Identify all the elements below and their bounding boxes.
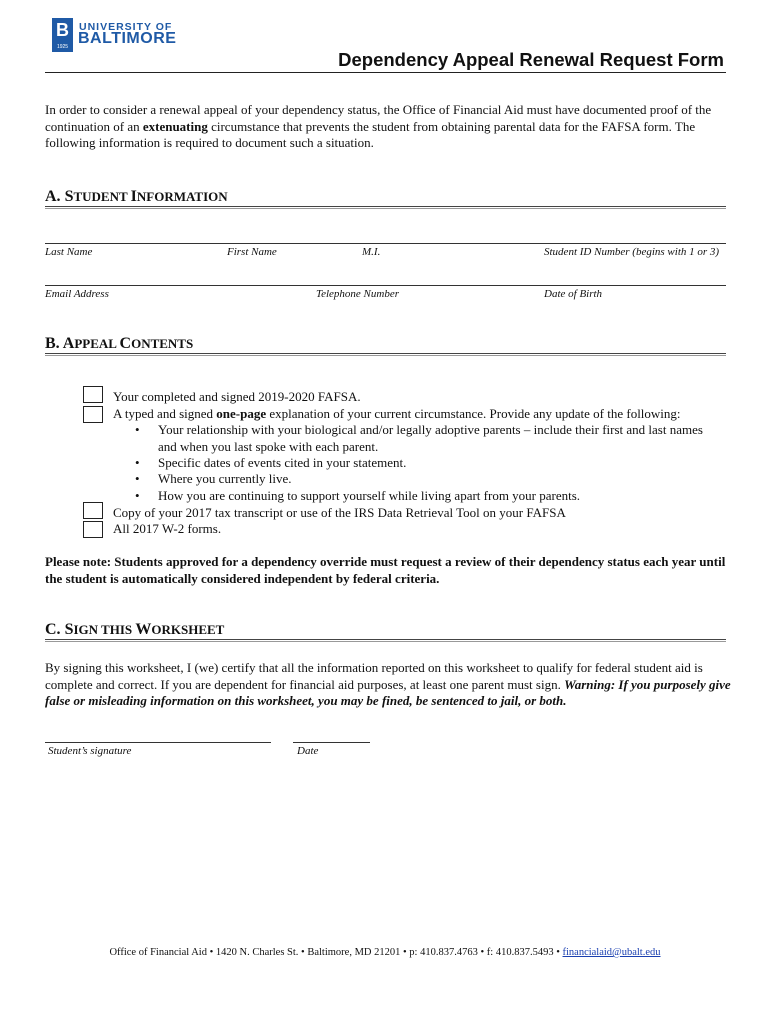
row1-field-line[interactable]	[45, 243, 726, 244]
warning-text: Warning: If you purposely give false or misleading information on this worksheet, you may be fined, be sentenced to jail, or both.	[45, 676, 731, 708]
page-title: Dependency Appeal Renewal Request Form	[338, 49, 724, 70]
section-c-heading	[45, 621, 224, 639]
bullet-dot: •	[135, 471, 140, 486]
section-a-heading	[45, 188, 228, 206]
date-label: Date	[297, 745, 319, 757]
section-c-letter: C.	[45, 621, 65, 638]
logo-year: 1925	[56, 44, 69, 50]
intro-bold: extenuating	[142, 118, 208, 134]
bullet-dot: •	[135, 488, 140, 503]
certify-text: By signing this worksheet, I (we) certify that all the information reported on this worksheet to qualify for federal student aid is complete and correct. If you are dependent for financial aid purposes, at least one parent must sign.	[45, 660, 703, 692]
section-a-rule	[45, 206, 726, 209]
item-explanation-b: explanation of your current circumstance. Provide any update of the following:	[266, 406, 681, 421]
section-b-rest2: ONTENTS	[131, 336, 194, 351]
footer-text: Office of Financial Aid • 1420 N. Charles St. • Baltimore, MD 21201 • p: 410.837.4763 • f: 410.837.5493 •	[109, 947, 563, 958]
please-note: Please note: Students approved for a dependency override must request a review of their dependency status each year until the student is automatically considered independent by federal criteria.	[45, 554, 726, 586]
section-b-heading	[45, 335, 193, 353]
signature-line[interactable]	[45, 742, 271, 743]
section-c-rest2: ORKSHEET	[151, 622, 225, 637]
date-line[interactable]	[293, 742, 370, 743]
fafsa-checkbox[interactable]	[83, 386, 103, 403]
section-b-rule	[45, 353, 726, 356]
last-name-label: Last Name	[45, 246, 93, 258]
bullet-dot: •	[135, 455, 140, 470]
signature-label: Student’s signature	[48, 745, 132, 757]
logo-letter: B	[56, 20, 69, 40]
section-a-letter: A.	[45, 188, 65, 205]
dob-label: Date of Birth	[544, 288, 603, 300]
section-a-rest1: TUDENT	[73, 189, 131, 204]
title-rule	[45, 72, 726, 73]
mi-label: M.I.	[362, 246, 381, 258]
intro-text-1: In order to consider a renewal appeal of your dependency status, the Office of Financial Aid must have documented proof of the continuation of an	[45, 102, 712, 134]
intro-paragraph	[45, 102, 730, 152]
item-tax-transcript: Copy of your 2017 tax transcript or use of the IRS Data Retrieval Tool on your FAFSA	[113, 505, 566, 520]
w2-checkbox[interactable]	[83, 521, 103, 538]
bullet-relationship: Your relationship with your biological and/or legally adoptive parents – include their first and last names and when you last spoke with each parent.	[158, 422, 703, 454]
tax-transcript-checkbox[interactable]	[83, 502, 103, 519]
email-label: Email Address	[45, 288, 109, 300]
logo-line1: UNIVERSITY OF	[79, 21, 173, 33]
bullet-support: How you are continuing to support yourself while living apart from your parents.	[158, 488, 581, 503]
section-c-cap2: W	[135, 621, 152, 638]
section-b-rest1: PPEAL	[74, 336, 120, 351]
intro-text-2: circumstance that prevents the student from obtaining parental data for the FAFSA form. The following information is required to document such a situation.	[45, 118, 696, 150]
certify-paragraph	[45, 660, 735, 710]
section-b-cap2: C	[119, 335, 132, 352]
section-c-rest1: IGN THIS	[73, 622, 136, 637]
section-c-cap1: S	[64, 621, 74, 638]
bullet-dates: Specific dates of events cited in your statement.	[158, 455, 407, 470]
bullet-residence: Where you currently live.	[158, 471, 292, 486]
section-b-letter: B.	[45, 335, 63, 352]
bullet-dot: •	[135, 422, 140, 437]
section-a-cap1: S	[64, 188, 74, 205]
student-id-label: Student ID Number (begins with 1 or 3)	[544, 246, 720, 258]
section-a-rest2: NFORMATION	[136, 189, 228, 204]
section-b-cap1: A	[62, 335, 75, 352]
explanation-checkbox[interactable]	[83, 406, 103, 423]
item-fafsa: Your completed and signed 2019-2020 FAFSA.	[113, 389, 361, 404]
item-explanation-a: A typed and signed	[113, 406, 217, 421]
footer-email-link[interactable]: financialaid@ubalt.edu	[562, 947, 661, 958]
item-explanation-bold: one-page	[216, 406, 267, 421]
section-a-cap2: I	[130, 188, 137, 205]
telephone-label: Telephone Number	[316, 288, 400, 300]
row2-field-line[interactable]	[45, 285, 726, 286]
section-c-rule	[45, 639, 726, 642]
first-name-label: First Name	[227, 246, 277, 258]
university-logo-mark	[52, 18, 73, 52]
footer	[0, 947, 770, 958]
item-explanation	[113, 406, 733, 423]
logo-line2: BALTIMORE	[78, 30, 177, 47]
item-w2: All 2017 W-2 forms.	[113, 521, 222, 536]
